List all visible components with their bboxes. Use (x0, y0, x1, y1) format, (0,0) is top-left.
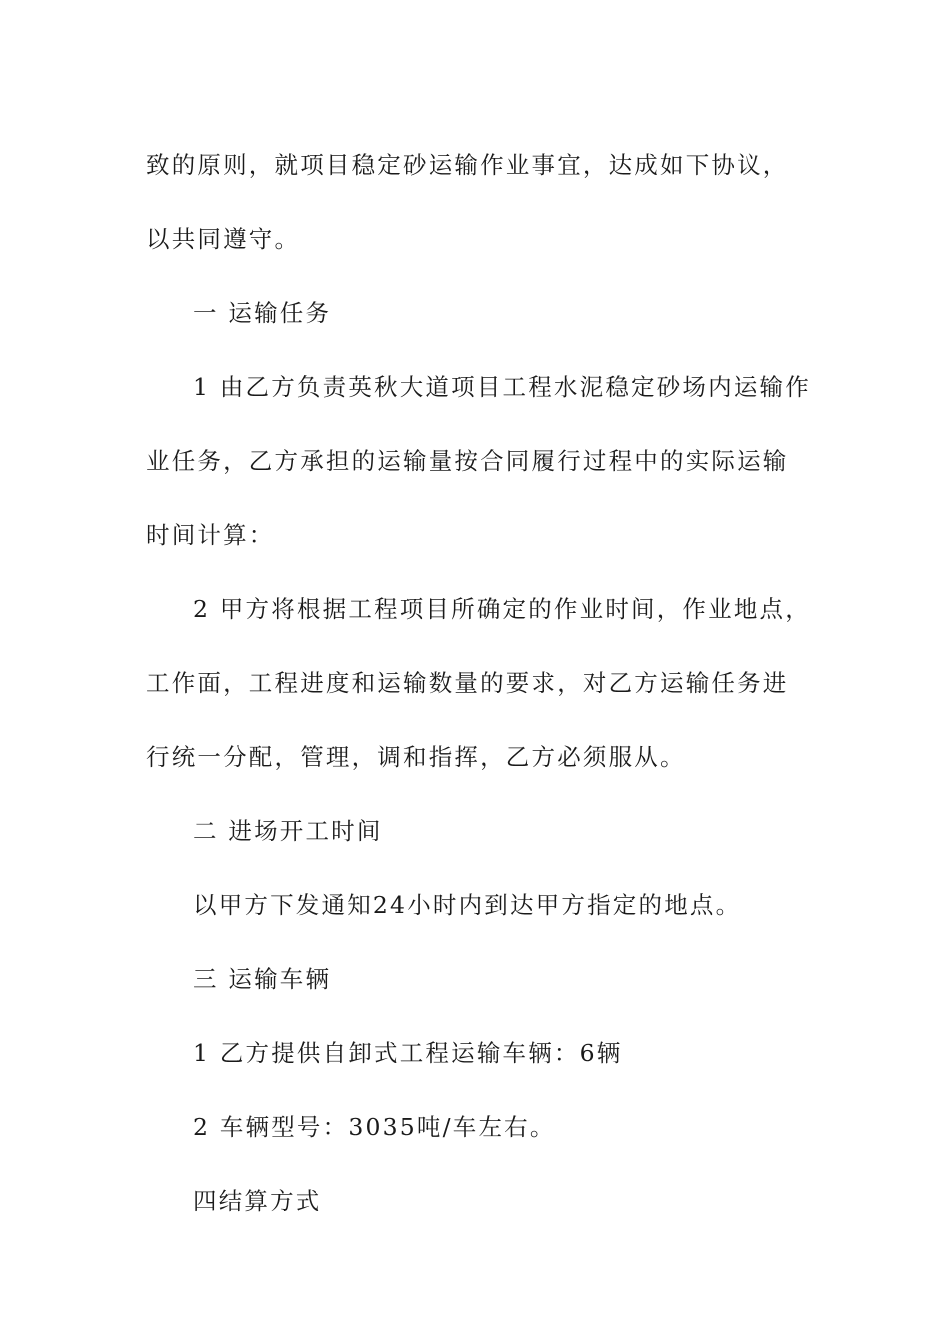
paragraph-vehicle-item-2: 2 车辆型号：3035吨/车左右。 (193, 1113, 556, 1141)
paragraph-start-time: 以甲方下发通知24小时内到达甲方指定的地点。 (193, 891, 742, 919)
paragraph-intro-continuation: 致的原则，就项目稳定砂运输作业事宜，达成如下协议，以共同遵守。 (146, 151, 789, 253)
heading-transport-task: 一 运输任务 (193, 299, 332, 327)
paragraph-task-item-2: 2 甲方将根据工程项目所确定的作业时间，作业地点，工作面，工程进度和运输数量的要求，对乙方运输任务进行统一分配，管理，调和指挥，乙方必须服从。 (146, 595, 811, 771)
heading-start-time: 二 进场开工时间 (193, 817, 383, 845)
heading-vehicles: 三 运输车辆 (193, 965, 332, 993)
paragraph-vehicle-item-1: 1 乙方提供自卸式工程运输车辆：6辆 (193, 1039, 623, 1067)
paragraph-task-item-1: 1 由乙方负责英秋大道项目工程水泥稳定砂场内运输作业任务，乙方承担的运输量按合同履行过程中的实际运输时间计算： (146, 373, 811, 549)
heading-settlement: 四结算方式 (193, 1187, 322, 1215)
document-body (146, 128, 811, 1238)
